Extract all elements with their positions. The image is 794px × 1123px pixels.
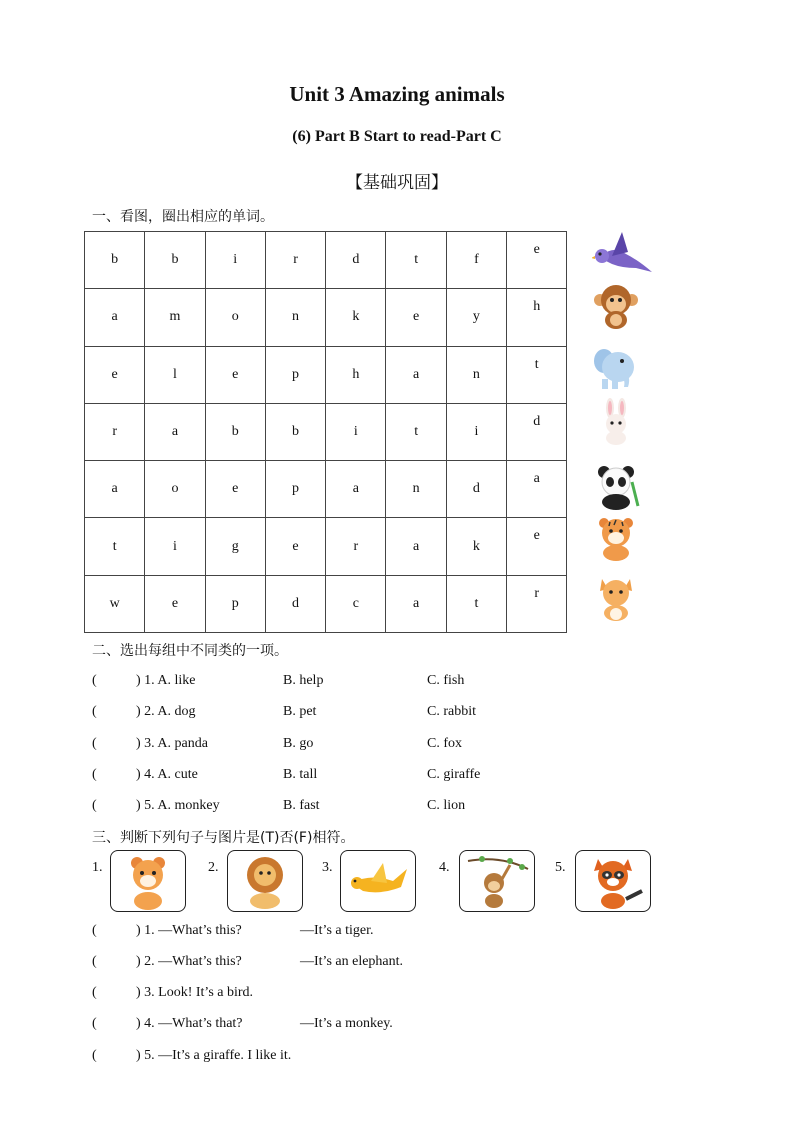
option-c: C. fox <box>427 736 462 751</box>
grid-cell: d <box>507 403 567 460</box>
section-label: 【基础巩固】 <box>346 173 448 193</box>
grid-cell: p <box>265 346 325 403</box>
grid-cell: n <box>265 289 325 346</box>
grid-cell: p <box>205 575 265 632</box>
answer-paren: ( <box>92 1048 97 1063</box>
grid-cell: n <box>446 346 506 403</box>
question-text: ) 2. —What’s this? <box>136 954 242 969</box>
answer-paren: ( <box>92 704 97 719</box>
grid-cell: p <box>265 461 325 518</box>
option-c: C. fish <box>427 673 465 688</box>
grid-cell: e <box>85 346 145 403</box>
grid-cell: a <box>386 346 446 403</box>
grid-row <box>85 232 567 289</box>
grid-cell: r <box>265 232 325 289</box>
grid-cell: d <box>265 575 325 632</box>
answer-paren: ( <box>92 673 97 688</box>
picture-number: 2. <box>208 860 219 875</box>
option-a: ) 5. A. monkey <box>136 798 220 813</box>
grid-cell: m <box>145 289 205 346</box>
grid-cell: l <box>145 346 205 403</box>
picture-number: 4. <box>439 860 450 875</box>
part2-heading: 二、选出每组中不同类的一项。 <box>92 643 288 659</box>
question-text: ) 1. —What’s this? <box>136 923 242 938</box>
answer-paren: ( <box>92 954 97 969</box>
grid-cell: i <box>446 403 506 460</box>
grid-cell: d <box>326 232 386 289</box>
answer-paren: ( <box>92 985 97 1000</box>
question-text: ) 5. —It’s a giraffe. I like it. <box>136 1048 292 1063</box>
grid-cell: b <box>265 403 325 460</box>
bird-icon <box>592 228 654 280</box>
picture-number: 1. <box>92 860 103 875</box>
picture-number: 3. <box>322 860 333 875</box>
grid-row <box>85 461 567 518</box>
grid-cell: r <box>326 518 386 575</box>
grid-cell: o <box>145 461 205 518</box>
grid-cell: e <box>507 232 567 289</box>
grid-row <box>85 518 567 575</box>
option-c: C. giraffe <box>427 767 481 782</box>
picture-number: 5. <box>555 860 566 875</box>
answer-paren: ( <box>92 767 97 782</box>
option-a: ) 2. A. dog <box>136 704 196 719</box>
answer-text: —It’s a monkey. <box>300 1016 393 1031</box>
answer-text: —It’s an elephant. <box>300 954 404 969</box>
answer-paren: ( <box>92 923 97 938</box>
grid-row <box>85 346 567 403</box>
grid-row <box>85 289 567 346</box>
rabbit-icon <box>592 398 640 446</box>
panda-icon <box>592 462 640 510</box>
picture-box <box>340 850 416 912</box>
grid-cell: i <box>145 518 205 575</box>
grid-cell: n <box>386 461 446 518</box>
lion-icon <box>228 851 302 911</box>
answer-paren: ( <box>92 1016 97 1031</box>
grid-row <box>85 575 567 632</box>
grid-cell: a <box>85 461 145 518</box>
grid-cell: d <box>446 461 506 518</box>
grid-cell: a <box>145 403 205 460</box>
grid-cell: e <box>145 575 205 632</box>
grid-cell: t <box>386 232 446 289</box>
grid-cell: a <box>326 461 386 518</box>
page-subtitle: (6) Part B Start to read-Part C <box>292 128 502 145</box>
question-text: ) 3. Look! It’s a bird. <box>136 985 254 1000</box>
option-c: C. lion <box>427 798 466 813</box>
grid-cell: t <box>85 518 145 575</box>
option-b: B. pet <box>283 704 317 719</box>
grid-cell: e <box>205 461 265 518</box>
grid-cell: c <box>326 575 386 632</box>
answer-paren: ( <box>92 798 97 813</box>
grid-cell: r <box>507 575 567 632</box>
monkey-icon <box>460 851 534 911</box>
grid-cell: i <box>205 232 265 289</box>
tiger-icon <box>111 851 185 911</box>
grid-row <box>85 403 567 460</box>
cat-icon <box>592 573 640 621</box>
grid-cell: e <box>265 518 325 575</box>
elephant-icon <box>592 343 640 391</box>
grid-cell: a <box>85 289 145 346</box>
option-b: B. fast <box>283 798 320 813</box>
option-b: B. tall <box>283 767 318 782</box>
grid-cell: a <box>386 518 446 575</box>
grid-cell: e <box>386 289 446 346</box>
picture-box <box>575 850 651 912</box>
answer-paren: ( <box>92 736 97 751</box>
grid-cell: a <box>386 575 446 632</box>
grid-cell: h <box>507 289 567 346</box>
grid-cell: b <box>145 232 205 289</box>
grid-cell: r <box>85 403 145 460</box>
grid-cell: w <box>85 575 145 632</box>
page-title: Unit 3 Amazing animals <box>289 82 505 106</box>
option-a: ) 4. A. cute <box>136 767 198 782</box>
grid-cell: e <box>205 346 265 403</box>
grid-cell: k <box>326 289 386 346</box>
grid-cell: g <box>205 518 265 575</box>
grid-cell: t <box>386 403 446 460</box>
grid-cell: e <box>507 518 567 575</box>
grid-cell: y <box>446 289 506 346</box>
raccoon-icon <box>576 851 650 911</box>
answer-text: —It’s a tiger. <box>300 923 374 938</box>
grid-cell: a <box>507 461 567 518</box>
grid-cell: f <box>446 232 506 289</box>
part3-heading: 三、判断下列句子与图片是(T)否(F)相符。 <box>92 830 355 846</box>
option-a: ) 3. A. panda <box>136 736 208 751</box>
grid-cell: b <box>85 232 145 289</box>
question-text: ) 4. —What’s that? <box>136 1016 243 1031</box>
picture-box <box>459 850 535 912</box>
option-b: B. help <box>283 673 324 688</box>
bird-icon <box>341 851 415 911</box>
picture-box <box>227 850 303 912</box>
option-c: C. rabbit <box>427 704 476 719</box>
part1-heading: 一、看图，圈出相应的单词。 <box>92 209 274 225</box>
grid-cell: b <box>205 403 265 460</box>
grid-cell: t <box>507 346 567 403</box>
option-b: B. go <box>283 736 314 751</box>
tiger-icon <box>592 513 640 561</box>
monkey-icon <box>592 282 640 330</box>
option-a: ) 1. A. like <box>136 673 196 688</box>
grid-cell: i <box>326 403 386 460</box>
picture-box <box>110 850 186 912</box>
grid-cell: o <box>205 289 265 346</box>
grid-cell: h <box>326 346 386 403</box>
grid-cell: t <box>446 575 506 632</box>
grid-cell: k <box>446 518 506 575</box>
word-search-grid <box>84 231 567 633</box>
